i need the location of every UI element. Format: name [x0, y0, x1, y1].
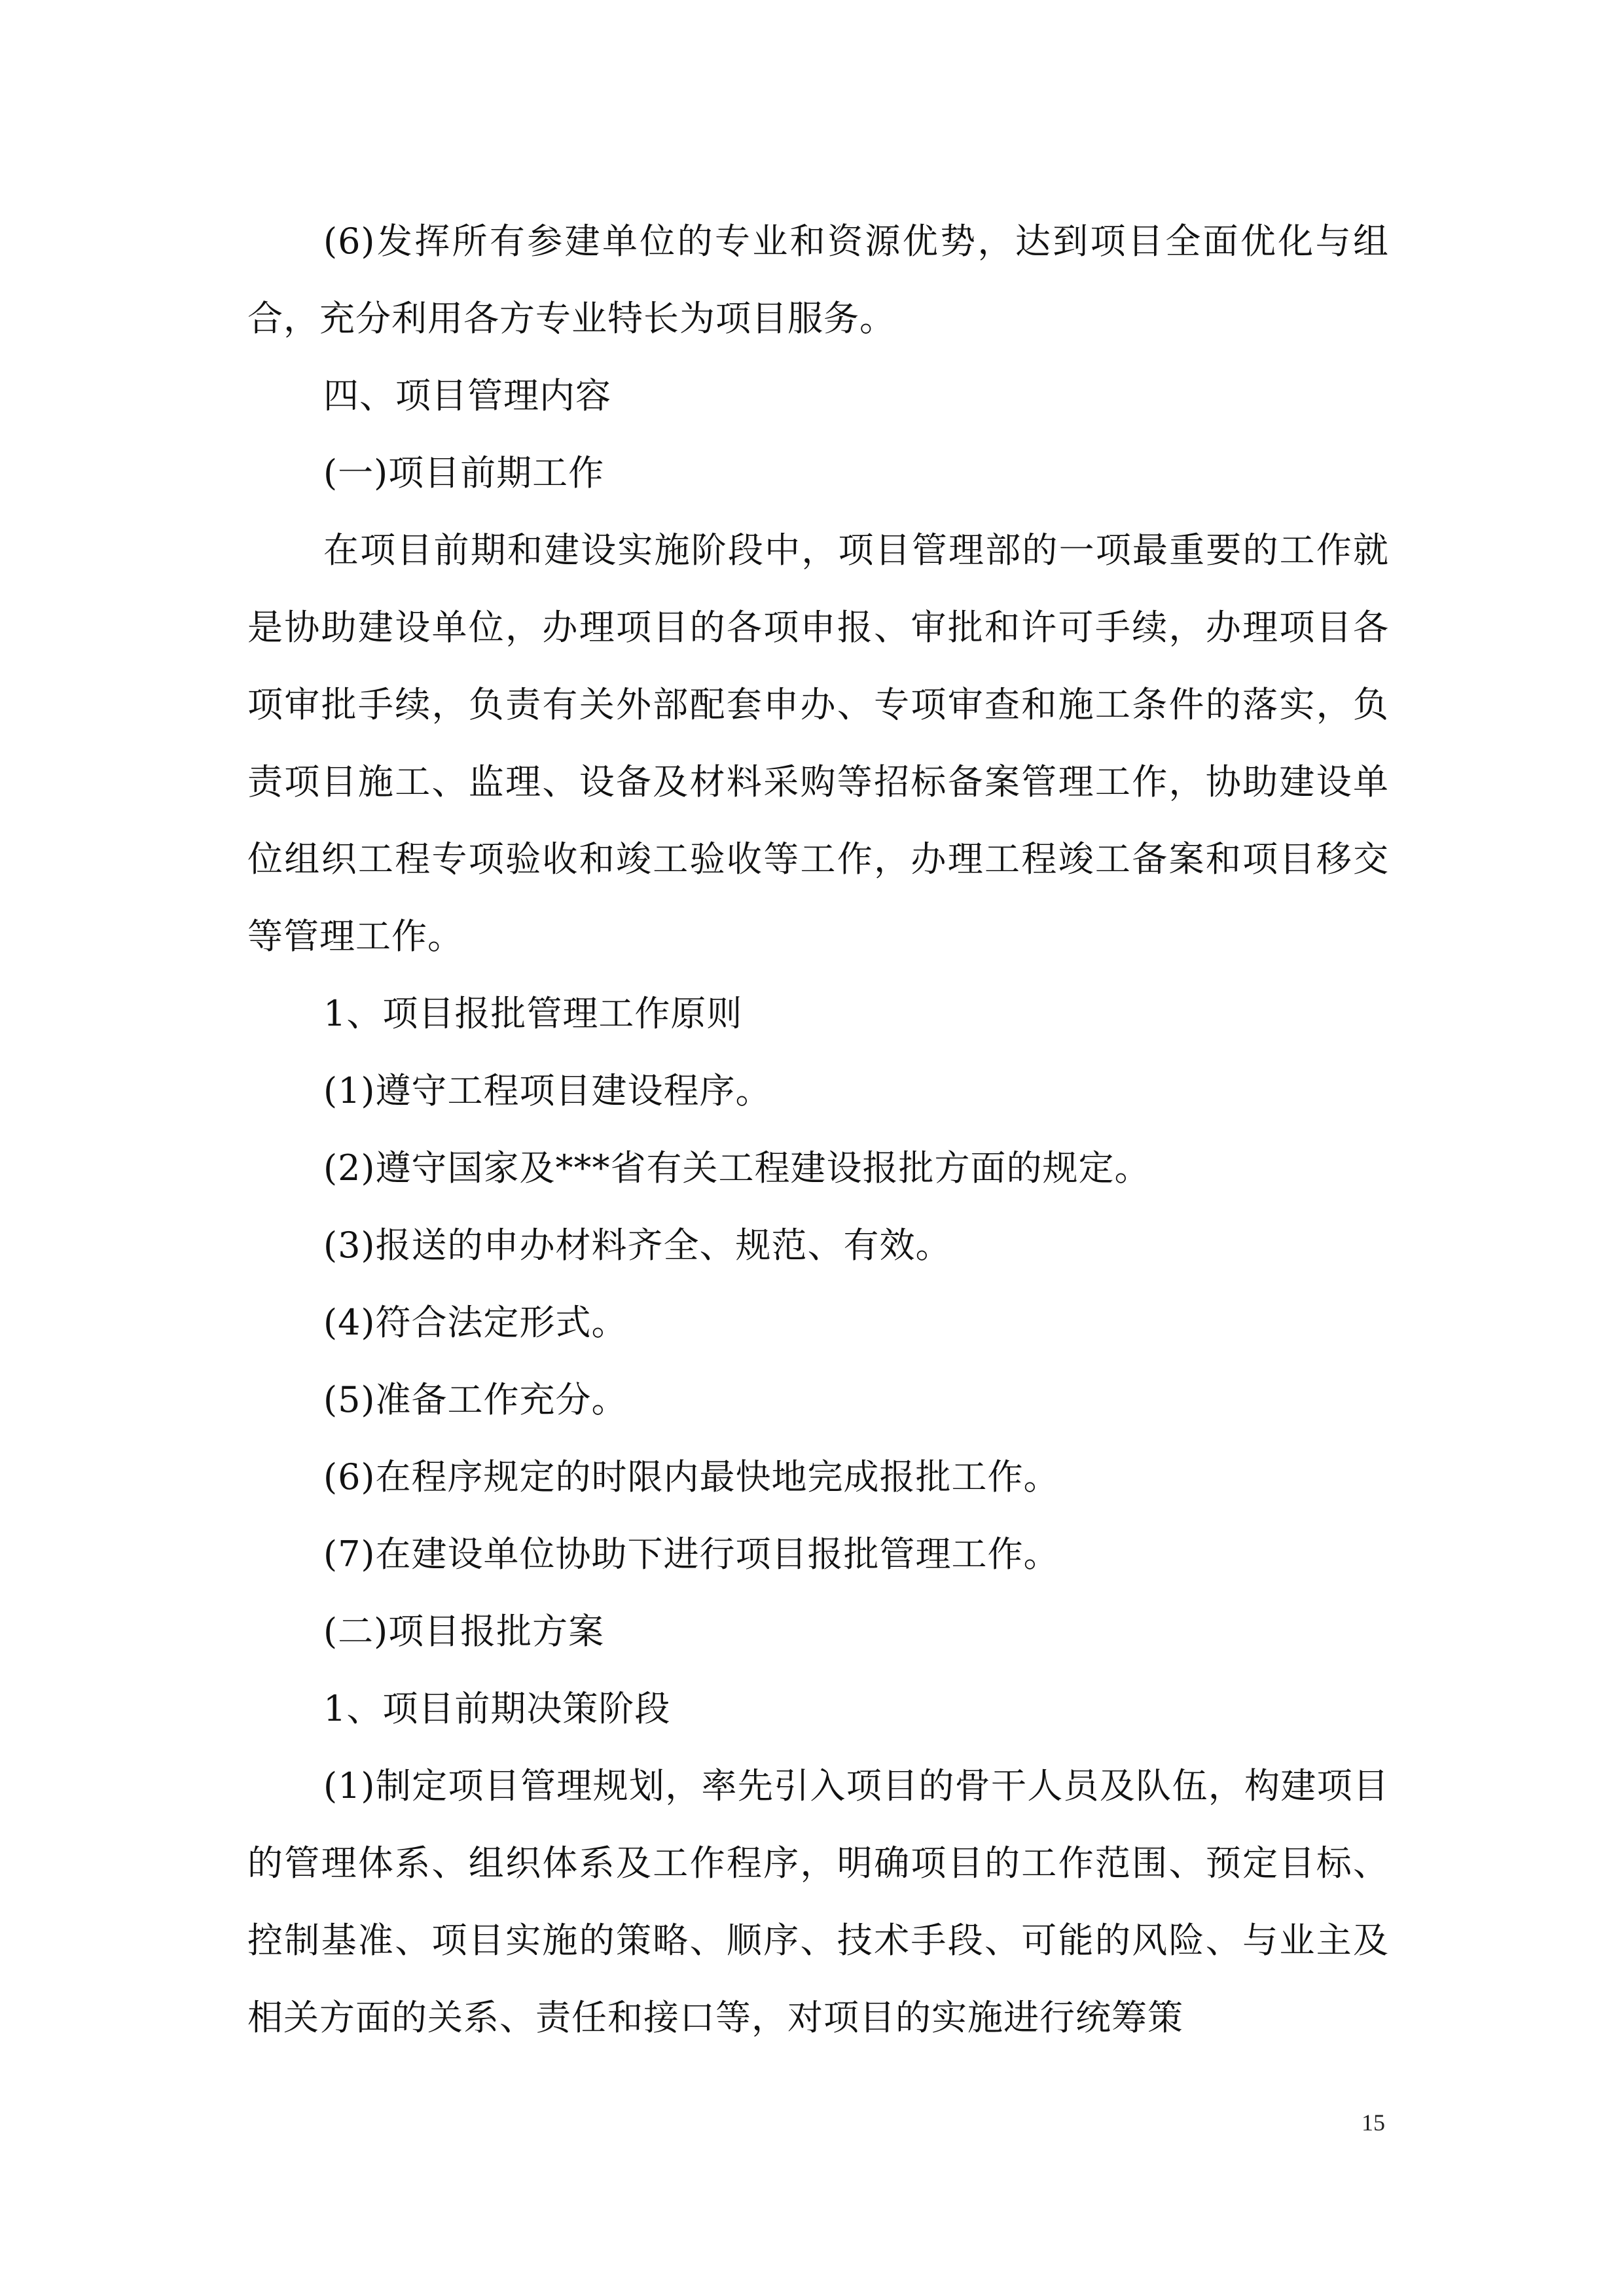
- paragraph-management-plan: (1)制定项目管理规划，率先引入项目的骨干人员及队伍，构建项目的管理体系、组织体系及工作程序，明确项目的工作范围、预定目标、控制基准、项目实施的策略、顺序、技术手段、可能的风险、与业主及相关方面的关系、责任和接口等，对项目的实施进行统筹策: [247, 1765, 1389, 2038]
- principles-heading: 1、项目报批管理工作原则: [323, 993, 743, 1034]
- section-heading-4: 四、项目管理内容: [323, 375, 611, 416]
- subsection-heading-2: (二)项目报批方案: [323, 1611, 605, 1652]
- paragraph-preliminary-work: 在项目前期和建设实施阶段中，项目管理部的一项最重要的工作就是协助建设单位，办理项目的各项申报、审批和许可手续，办理项目各项审批手续，负责有关外部配套申办、专项审查和施工条件的落实，负责项目施工、监理、设备及材料采购等招标备案管理工作，协助建设单位组织工程专项验收和竣工验收等工作，办理工程竣工备案和项目移交等管理工作。: [247, 529, 1389, 957]
- principle-item-1: (1)遵守工程项目建设程序。: [323, 1070, 772, 1111]
- principle-item-3: (3)报送的申办材料齐全、规范、有效。: [323, 1225, 952, 1266]
- page-number: 15: [1362, 2109, 1385, 2136]
- principle-item-6: (6)在程序规定的时限内最快地完成报批工作。: [323, 1456, 1060, 1498]
- document-body: [247, 203, 1389, 2056]
- principle-item-2: (2)遵守国家及***省有关工程建设报批方面的规定。: [323, 1147, 1151, 1189]
- principle-item-7: (7)在建设单位协助下进行项目报批管理工作。: [323, 1534, 1060, 1575]
- decision-stage-heading: 1、项目前期决策阶段: [323, 1688, 671, 1729]
- subsection-heading-1: (一)项目前期工作: [323, 452, 605, 493]
- principle-item-4: (4)符合法定形式。: [323, 1302, 628, 1343]
- principle-item-5: (5)准备工作充分。: [323, 1379, 628, 1420]
- paragraph-item-6-advantages: (6)发挥所有参建单位的专业和资源优势，达到项目全面优化与组合，充分利用各方专业特长为项目服务。: [247, 221, 1389, 339]
